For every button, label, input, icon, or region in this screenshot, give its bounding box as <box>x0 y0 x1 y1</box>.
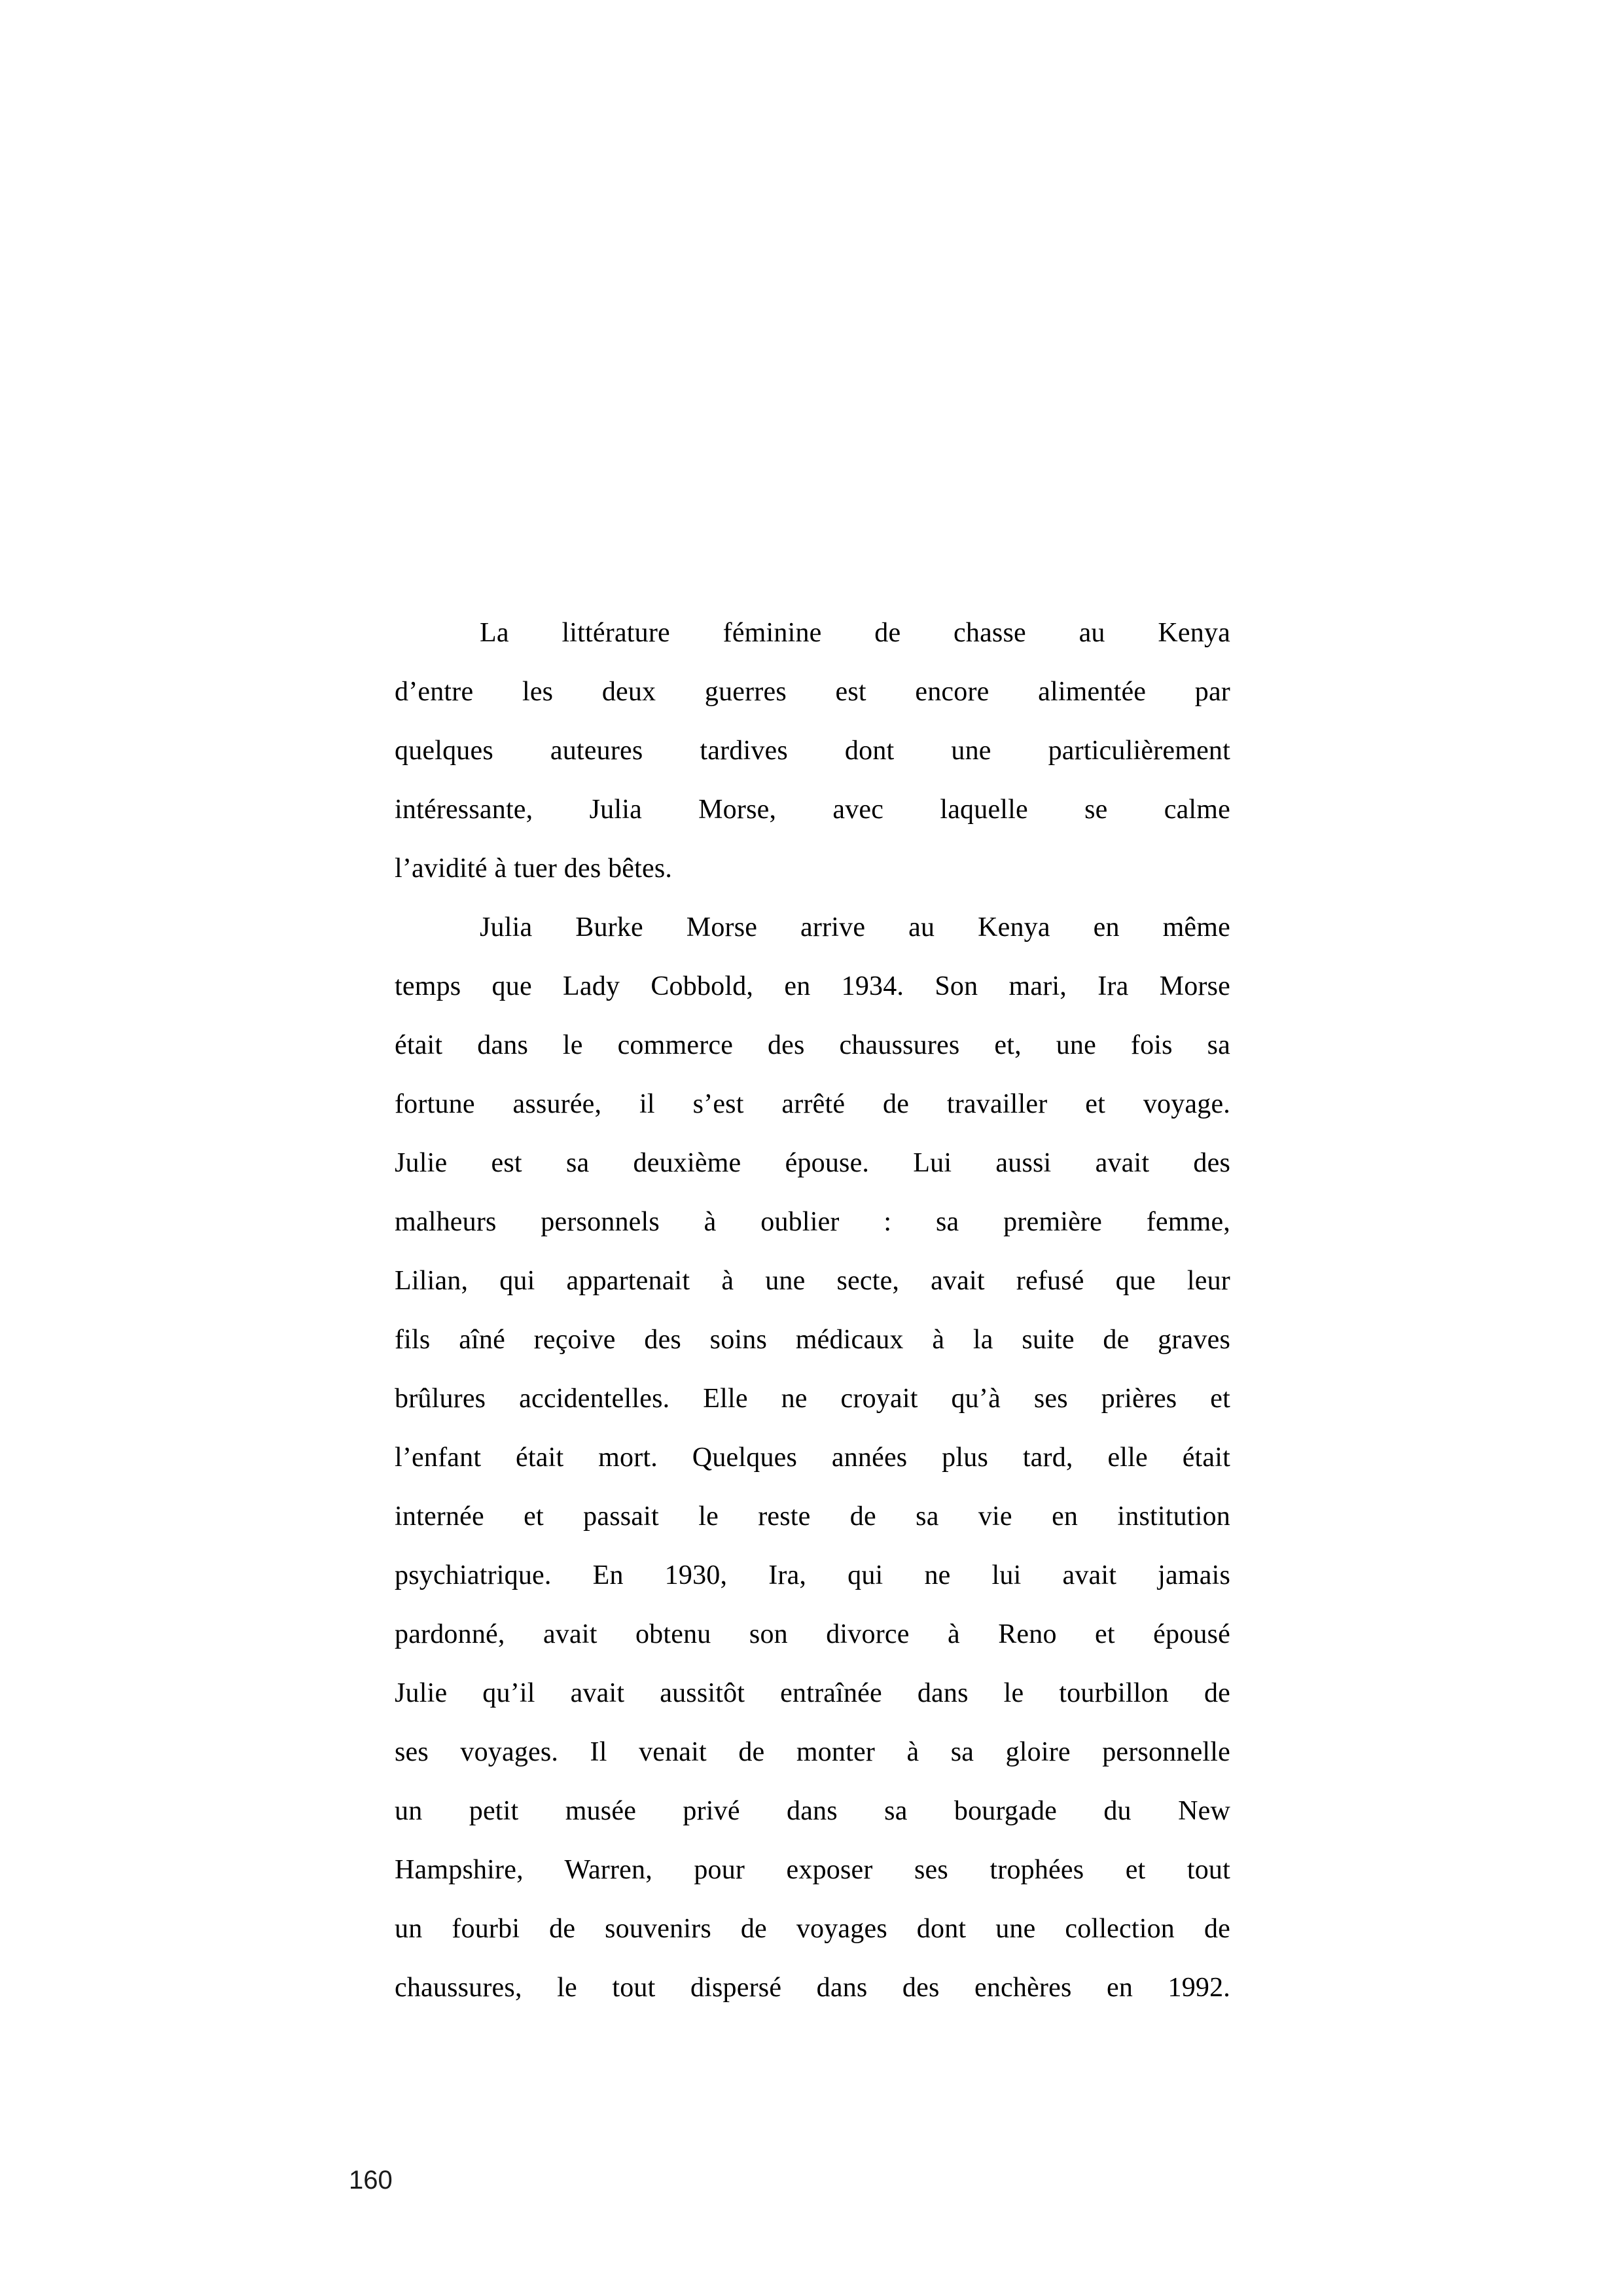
text-line: Lilian, qui appartenait à une secte, avait refusé que leur <box>395 1266 1230 1296</box>
text-line: Julie qu’il avait aussitôt entraînée dans le tourbillon de <box>395 1678 1230 1708</box>
text-line: d’entre les deux guerres est encore alimentée par <box>395 677 1230 707</box>
text-line: fils aîné reçoive des soins médicaux à la suite de graves <box>395 1325 1230 1355</box>
page-number: 160 <box>349 2166 393 2195</box>
text-line: un petit musée privé dans sa bourgade du New <box>395 1796 1230 1826</box>
text-line: Julia Burke Morse arrive au Kenya en même <box>480 912 1230 942</box>
text-line: l’avidité à tuer des bêtes. <box>395 853 673 884</box>
text-line: temps que Lady Cobbold, en 1934. Son mari, Ira Morse <box>395 971 1230 1001</box>
text-line: chaussures, le tout dispersé dans des enchères en 1992. <box>395 1973 1230 2003</box>
paragraph <box>395 898 1230 2017</box>
text-line: malheurs personnels à oublier : sa première femme, <box>395 1207 1230 1237</box>
text-line: Hampshire, Warren, pour exposer ses trophées et tout <box>395 1855 1230 1885</box>
text-line: fortune assurée, il s’est arrêté de travailler et voyage. <box>395 1089 1230 1119</box>
text-line: Julie est sa deuxième épouse. Lui aussi avait des <box>395 1148 1230 1178</box>
paragraph <box>395 603 1230 898</box>
text-line: l’enfant était mort. Quelques années plus tard, elle était <box>395 1443 1230 1473</box>
text-block <box>395 603 1230 2017</box>
text-line: intéressante, Julia Morse, avec laquelle se calme <box>395 795 1230 825</box>
text-line: brûlures accidentelles. Elle ne croyait qu’à ses prières et <box>395 1384 1230 1414</box>
text-line: internée et passait le reste de sa vie en institution <box>395 1501 1230 1532</box>
text-line: ses voyages. Il venait de monter à sa gloire personnelle <box>395 1737 1230 1767</box>
text-line: était dans le commerce des chaussures et, une fois sa <box>395 1030 1230 1060</box>
text-line: pardonné, avait obtenu son divorce à Reno et épousé <box>395 1619 1230 1649</box>
text-line: psychiatrique. En 1930, Ira, qui ne lui avait jamais <box>395 1560 1230 1590</box>
text-line: La littérature féminine de chasse au Kenya <box>480 618 1230 648</box>
text-line: un fourbi de souvenirs de voyages dont une collection de <box>395 1914 1230 1944</box>
text-line: quelques auteures tardives dont une particulièrement <box>395 736 1230 766</box>
